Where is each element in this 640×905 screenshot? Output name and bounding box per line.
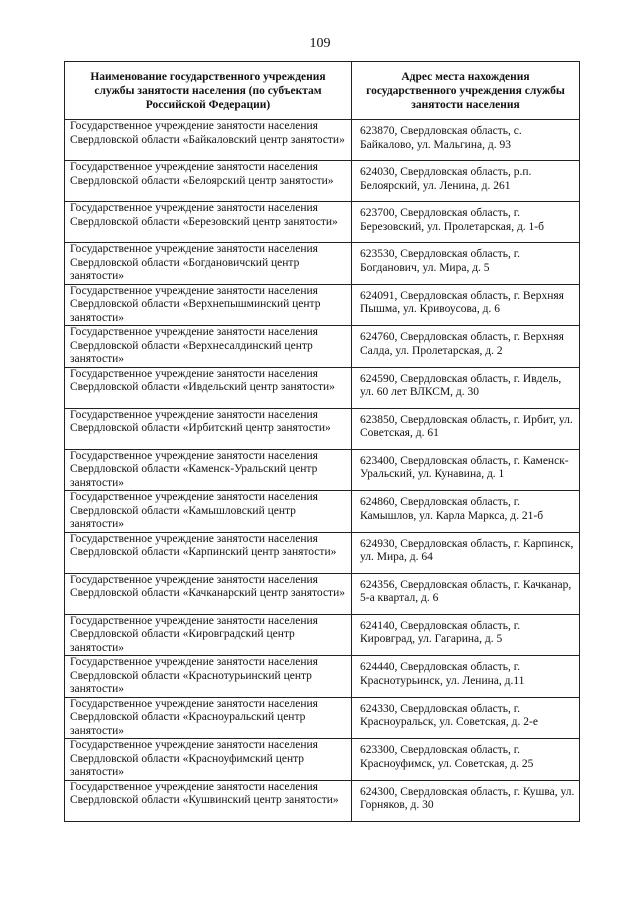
institution-address (352, 780, 580, 821)
address-text: 623850, Свердловская область, г. Ирбит, ул. Советская, д. 61 (360, 413, 573, 439)
table-row (65, 367, 580, 408)
address-text: 624030, Свердловская область, р.п. Белоярский, ул. Ленина, д. 261 (360, 166, 532, 192)
institution-name: Государственное учреждение занятости населения Свердловской области «Ирбитский центр занятости» (65, 408, 352, 449)
table-row (65, 243, 580, 285)
institution-name: Государственное учреждение занятости населения Свердловской области «Богдановичский центр занятости» (65, 243, 352, 285)
table-row (65, 532, 580, 573)
institution-name: Государственное учреждение занятости населения Свердловской области «Ивдельский центр занятости» (65, 367, 352, 408)
address-text: 623400, Свердловская область, г. Каменск-Уральский, ул. Кунавина, д. 1 (360, 454, 569, 480)
address-text: 623700, Свердловская область, г. Березовский, ул. Пролетарская, д. 1-б (360, 207, 544, 233)
institution-address (352, 573, 580, 614)
institution-name: Государственное учреждение занятости населения Свердловской области «Верхнепышминский центр занятости» (65, 284, 352, 326)
address-text: 624860, Свердловская область, г. Камышлов, ул. Карла Маркса, д. 21-б (360, 496, 544, 522)
address-text: 624760, Свердловская область, г. Верхняя Салда, ул. Пролетарская, д. 2 (360, 331, 564, 357)
table-header-row (65, 62, 580, 120)
address-text: 624930, Свердловская область, г. Карпинск, ул. Мира, д. 64 (360, 537, 574, 563)
institution-address (352, 656, 580, 698)
institution-address (352, 326, 580, 368)
employment-centers-table (64, 61, 580, 822)
table-row (65, 202, 580, 243)
address-text: 623300, Свердловская область, г. Красноуфимск, ул. Советская, д. 25 (360, 744, 534, 770)
table-row (65, 573, 580, 614)
institution-address (352, 367, 580, 408)
table-row (65, 656, 580, 698)
institution-address (352, 202, 580, 243)
institution-address (352, 491, 580, 533)
page-number: 109 (309, 36, 331, 51)
institution-name: Государственное учреждение занятости населения Свердловской области «Красноуфимский центр занятости» (65, 739, 352, 781)
table-row (65, 697, 580, 739)
institution-name: Государственное учреждение занятости населения Свердловской области «Краснотурьинский центр занятости» (65, 656, 352, 698)
address-text: 624590, Свердловская область, г. Ивдель, ул. 60 лет ВЛКСМ, д. 30 (360, 372, 562, 398)
address-text: 624140, Свердловская область, г. Кировград, ул. Гагарина, д. 5 (360, 619, 521, 645)
address-text: 624091, Свердловская область, г. Верхняя Пышма, ул. Кривоусова, д. 6 (360, 289, 564, 315)
address-text: 624300, Свердловская область, г. Кушва, ул. Горняков, д. 30 (360, 785, 575, 811)
institution-address (352, 697, 580, 739)
table-row (65, 326, 580, 368)
institution-name: Государственное учреждение занятости населения Свердловской области «Березовский центр занятости» (65, 202, 352, 243)
institution-name: Государственное учреждение занятости населения Свердловской области «Байкаловский центр занятости» (65, 120, 352, 161)
institution-name: Государственное учреждение занятости населения Свердловской области «Качканарский центр занятости» (65, 573, 352, 614)
address-text: 624330, Свердловская область, г. Красноуральск, ул. Советская, д. 2-е (360, 702, 538, 728)
table-row (65, 614, 580, 656)
institution-address (352, 284, 580, 326)
institution-address (352, 120, 580, 161)
table-row (65, 491, 580, 533)
table-row (65, 284, 580, 326)
address-text: 624356, Свердловская область, г. Качканар, 5-а квартал, д. 6 (360, 578, 572, 604)
institution-address (352, 408, 580, 449)
header-address: Адрес места нахождения государственного учреждения службы занятости населения (352, 62, 580, 120)
table-row (65, 449, 580, 491)
institution-address (352, 243, 580, 285)
institution-address (352, 739, 580, 781)
header-name: Наименование государственного учреждения службы занятости населения (по субъектам Российской Федерации) (65, 62, 352, 120)
address-text: 624440, Свердловская область, г. Краснотурьинск, ул. Ленина, д.11 (360, 661, 525, 687)
institution-name: Государственное учреждение занятости населения Свердловской области «Камышловский центр занятости» (65, 491, 352, 533)
institution-name: Государственное учреждение занятости населения Свердловской области «Каменск-Уральский центр занятости» (65, 449, 352, 491)
institution-name: Государственное учреждение занятости населения Свердловской области «Кировградский центр занятости» (65, 614, 352, 656)
address-text: 623870, Свердловская область, с. Байкалово, ул. Мальгина, д. 93 (360, 125, 522, 151)
table-row (65, 408, 580, 449)
table-row (65, 161, 580, 202)
table-row (65, 120, 580, 161)
institution-name: Государственное учреждение занятости населения Свердловской области «Карпинский центр занятости» (65, 532, 352, 573)
address-text: 623530, Свердловская область, г. Богданович, ул. Мира, д. 5 (360, 248, 521, 274)
institution-name: Государственное учреждение занятости населения Свердловской области «Кушвинский центр занятости» (65, 780, 352, 821)
institution-address (352, 532, 580, 573)
institution-name: Государственное учреждение занятости населения Свердловской области «Белоярский центр занятости» (65, 161, 352, 202)
institution-address (352, 161, 580, 202)
table-row (65, 780, 580, 821)
institution-address (352, 614, 580, 656)
institution-name: Государственное учреждение занятости населения Свердловской области «Верхнесалдинский центр занятости» (65, 326, 352, 368)
table-row (65, 739, 580, 781)
institution-address (352, 449, 580, 491)
institution-name: Государственное учреждение занятости населения Свердловской области «Красноуральский центр занятости» (65, 697, 352, 739)
